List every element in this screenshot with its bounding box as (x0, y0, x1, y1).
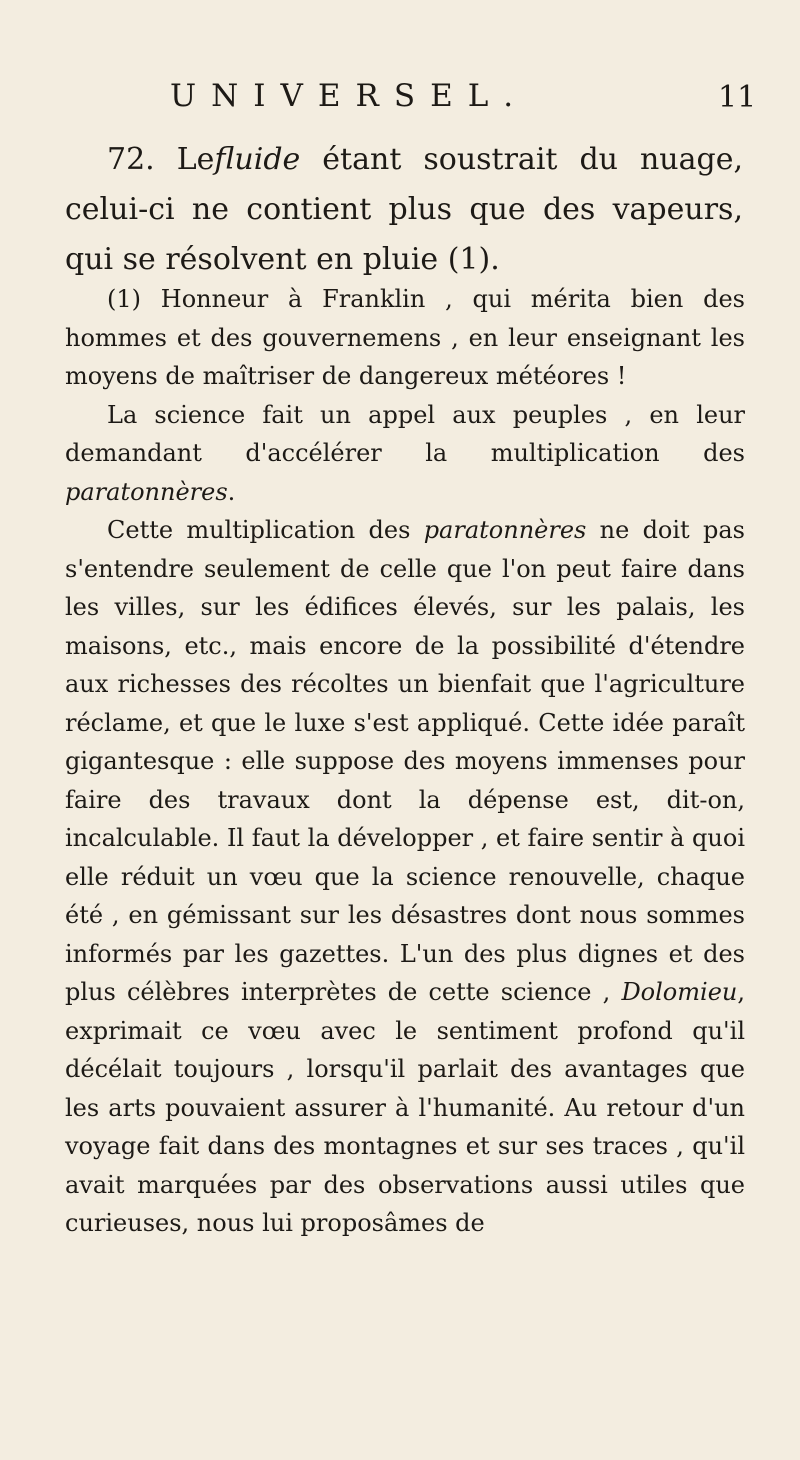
paragraph-72 (65, 135, 743, 285)
running-title: UNIVERSEL. (170, 78, 529, 114)
appeal-text: La science fait un appel aux peuples , en leur demandant d'accélérer la multiplication des (65, 400, 745, 467)
footnote-marker: (1) (107, 285, 141, 313)
multiplication-end: , exprimait ce vœu avec le sentiment profond qu'il décélait toujours , lorsqu'il parlait des avantages que les arts pouvaient assurer à l'humanité. Au retour d'un voyage fait dans des montagnes et sur ses traces , qu'il avait marquées par des observations aussi utiles que curieuses, nous lui proposâmes de (65, 978, 745, 1237)
term-fluide: fluide (214, 142, 301, 177)
name-dolomieu: Dolomieu (621, 978, 738, 1006)
page-number: 11 (718, 80, 757, 115)
footnote-science-appeal (65, 396, 745, 512)
footnote-block (65, 280, 745, 1243)
footnote-franklin (65, 280, 745, 396)
footnote-multiplication (65, 511, 745, 1243)
paragraph-number: 72. (107, 142, 155, 177)
footnote-text: Honneur à Franklin , qui mérita bien des hommes et des gouvernemens , en leur enseignant les moyens de maîtriser de dangereux météores ! (65, 285, 745, 390)
paragraph-text: étant soustrait du nuage, celui-ci ne contient plus que des vapeurs, qui se résolvent en pluie (1). (65, 142, 743, 277)
multiplication-text: ne doit pas s'entendre seulement de celle que l'on peut faire dans les villes, sur les édifices élevés, sur les palais, les maisons, etc., mais encore de la possibilité d'étendre aux richesses des récoltes un bienfait que l'agriculture réclame, et que le luxe s'est appliqué. Cette idée paraît gigantesque : elle suppose des moyens immenses pour faire des travaux dont la dépense est, dit-on, incalculable. Il faut la développer , et faire sentir à quoi elle réduit un vœu que la science renouvelle, chaque été , en gémissant sur les désastres dont nous sommes informés par les gazettes. L'un des plus dignes et des plus célèbres interprètes de cette science , (65, 516, 745, 1006)
term-paratonneres-2: paratonnères (423, 516, 587, 544)
term-paratonneres: paratonnères (65, 477, 228, 506)
appeal-end: . (227, 477, 236, 506)
paragraph-article: Le (176, 142, 215, 177)
multiplication-start: Cette multiplication des (107, 516, 411, 544)
